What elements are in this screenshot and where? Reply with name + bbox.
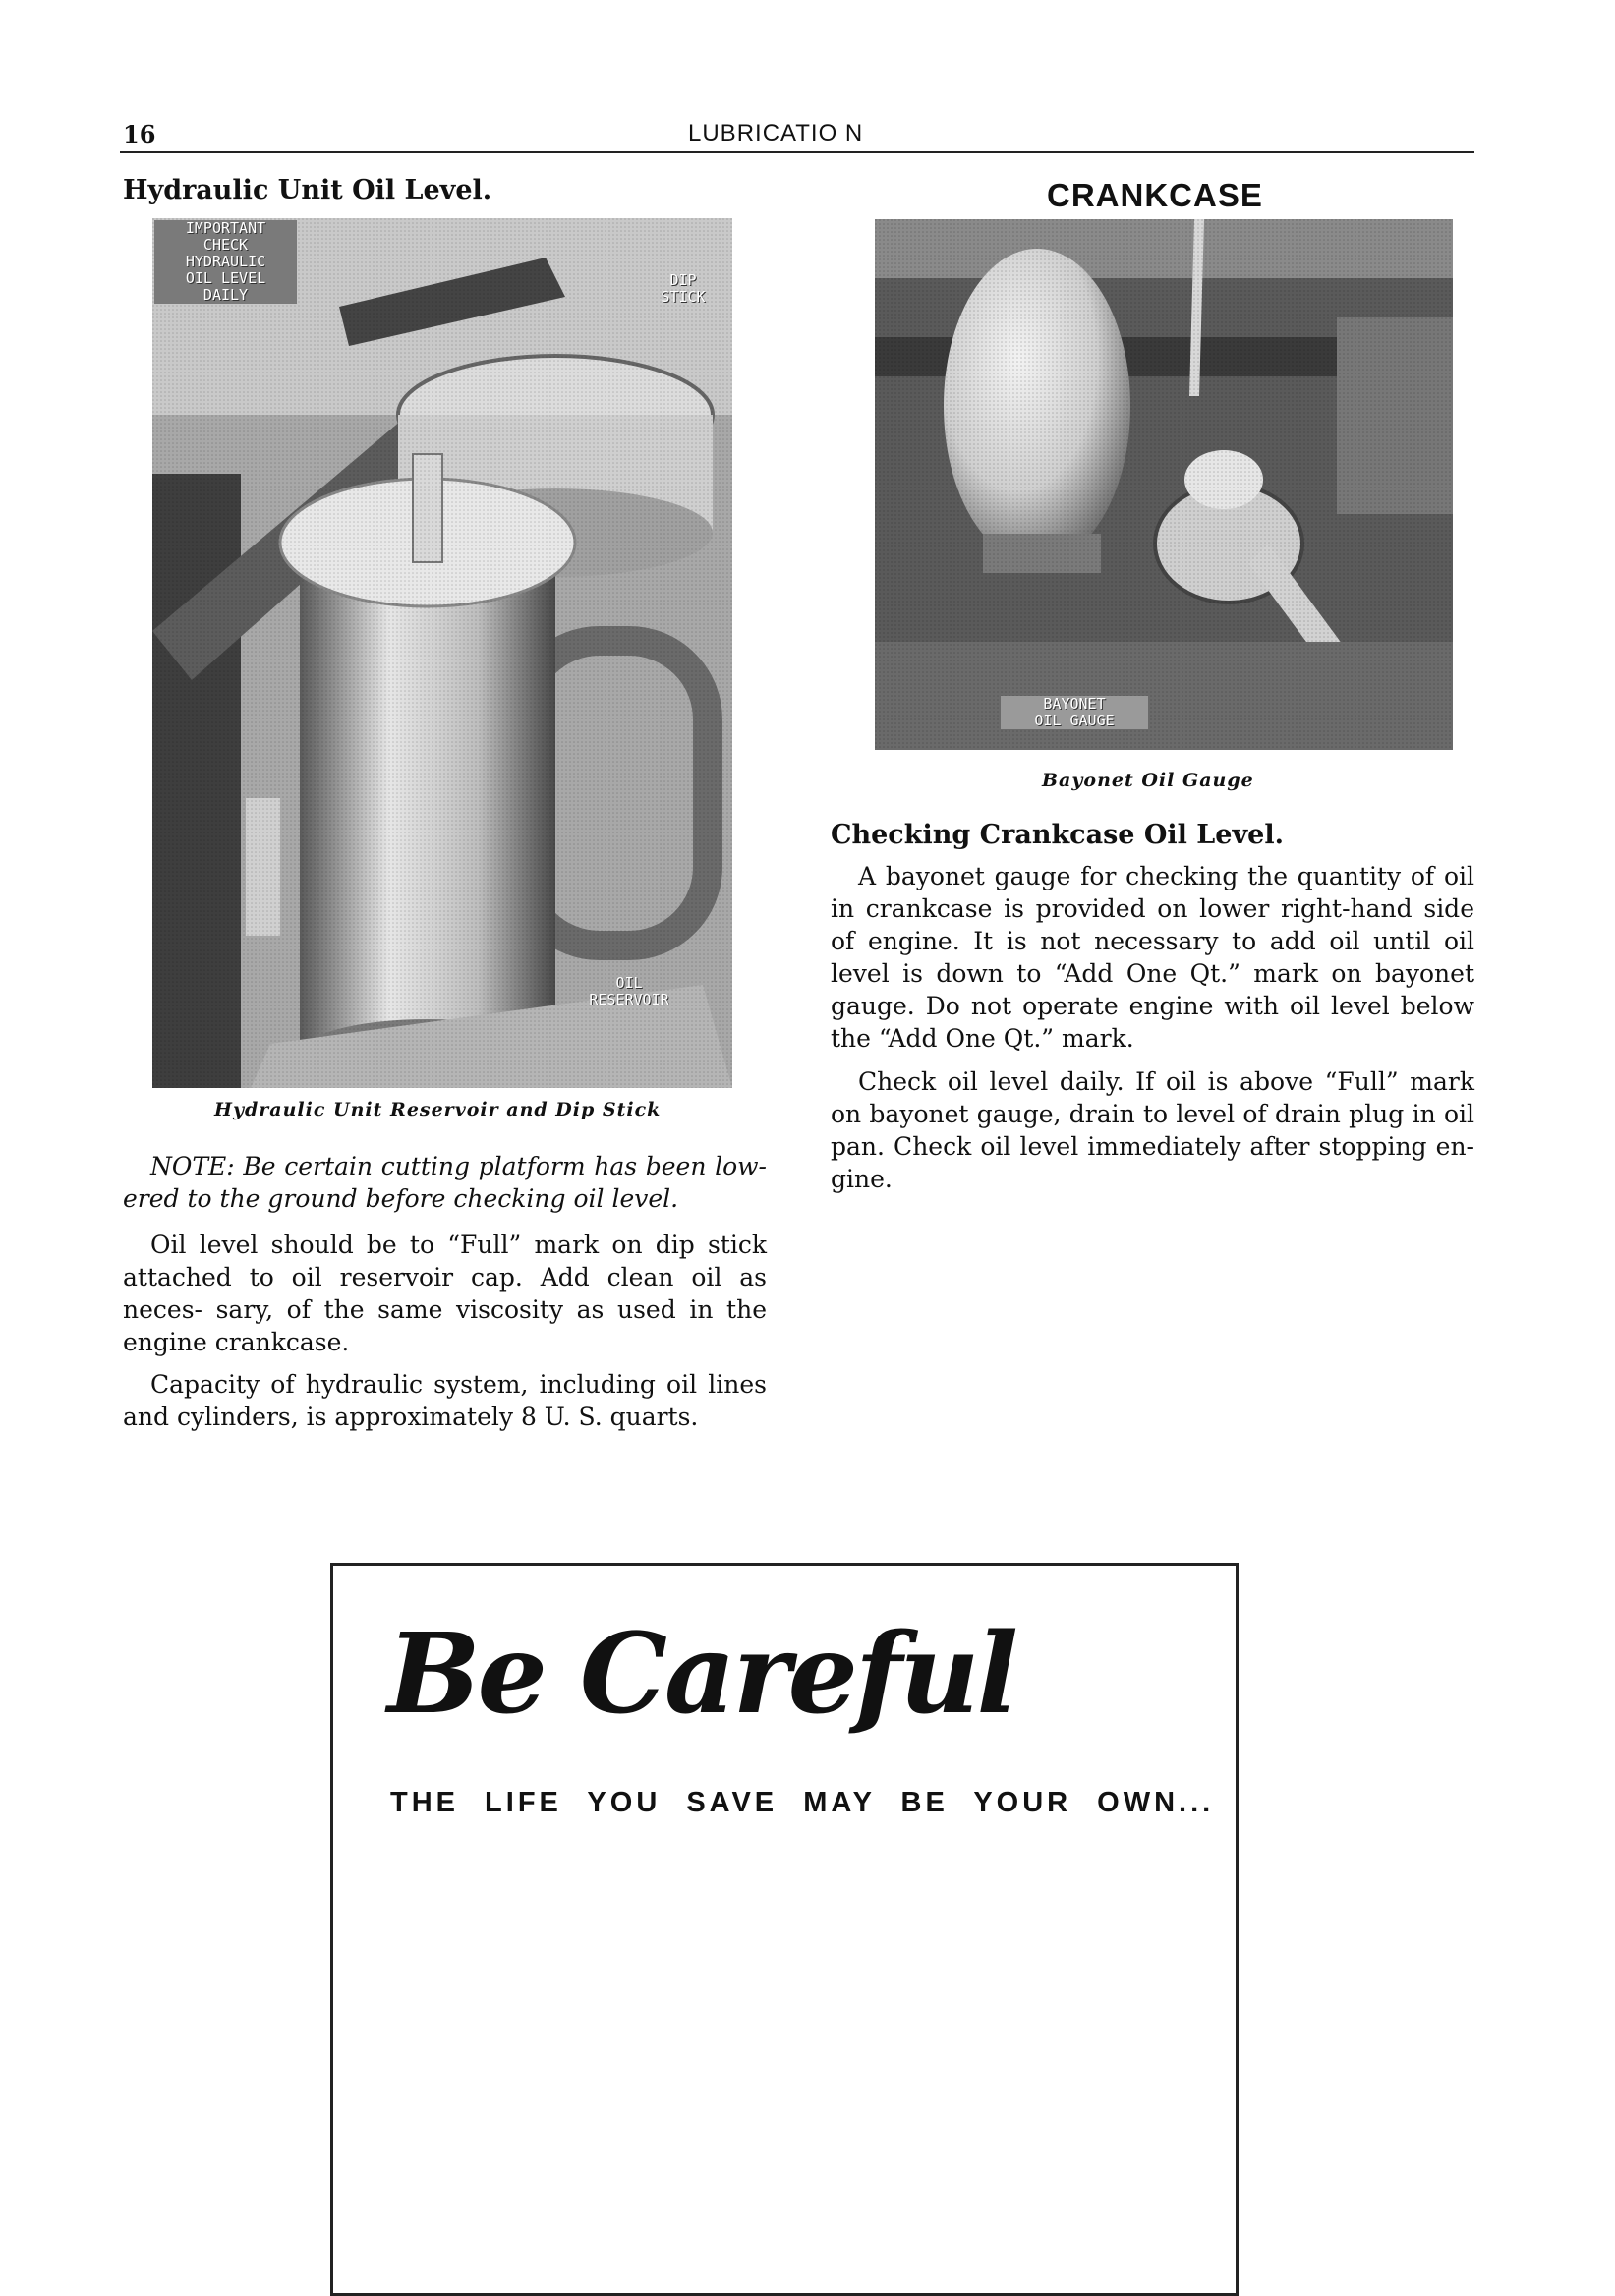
crankcase-oil-heading: Checking Crankcase Oil Level. bbox=[831, 820, 1284, 850]
hydraulic-reservoir-photo bbox=[152, 218, 732, 1088]
crankcase-title: CRANKCASE bbox=[1047, 177, 1263, 213]
header-rule bbox=[120, 151, 1474, 153]
note-paragraph: NOTE: Be certain cutting platform has been low- ered to the ground before checking oil level. bbox=[123, 1152, 767, 1213]
dip-stick-label: DIP STICK bbox=[661, 271, 706, 306]
crankcase-photo bbox=[875, 219, 1453, 750]
page-number: 16 bbox=[123, 120, 156, 148]
bayonet-gauge-label: BAYONET OIL GAUGE bbox=[1001, 696, 1148, 729]
running-head: LUBRICATIO N bbox=[688, 120, 864, 146]
capacity-paragraph: Capacity of hydraulic system, including oil lines and cylinders, is approximately 8 U. S. quarts. bbox=[123, 1370, 767, 1431]
hydraulic-photo-caption: Hydraulic Unit Reservoir and Dip Stick bbox=[214, 1099, 662, 1120]
check-daily-paragraph: Check oil level daily. If oil is above “Full” mark on bayonet gauge, drain to level of drain plug in oil pan. Check oil level immediately after stopping en- gine. bbox=[831, 1067, 1474, 1193]
oil-reservoir-label: OIL RESERVOIR bbox=[589, 974, 669, 1008]
hydraulic-heading: Hydraulic Unit Oil Level. bbox=[123, 175, 492, 205]
safety-slogan: THE LIFE YOU SAVE MAY BE YOUR OWN... bbox=[390, 1787, 1215, 1818]
safety-notice-box bbox=[330, 1563, 1239, 2296]
important-check-label: IMPORTANT CHECK HYDRAULIC OIL LEVEL DAILY bbox=[154, 220, 297, 304]
be-careful-script: Be Careful bbox=[387, 1610, 1016, 1739]
hydraulic-photo-illustration bbox=[152, 218, 732, 1088]
crankcase-photo-illustration bbox=[875, 219, 1453, 750]
crankcase-photo-caption: Bayonet Oil Gauge bbox=[1042, 770, 1254, 791]
oil-level-paragraph: Oil level should be to “Full” mark on dip stick attached to oil reservoir cap. Add clean oil as neces- sary, of the same viscosity as used in the engine crankcase. bbox=[123, 1231, 767, 1356]
bayonet-paragraph: A bayonet gauge for checking the quantity of oil in crankcase is provided on lower right-hand side of engine. It is not necessary to add oil until oil level is down to “Add One Qt.” mark on bayonet gauge. Do not operate engine with oil level below the “Add One Qt.” mark. bbox=[831, 862, 1474, 1053]
